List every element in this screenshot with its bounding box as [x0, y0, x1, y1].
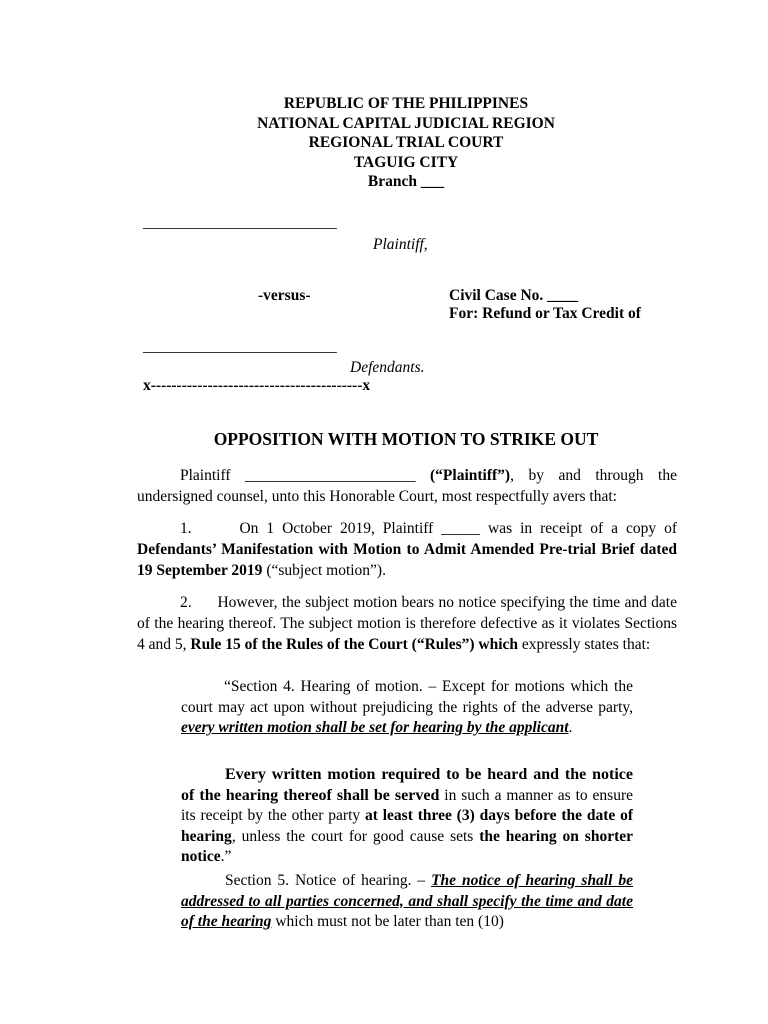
- quote-section-5: [181, 871, 633, 933]
- court-header: [0, 94, 768, 192]
- header-line-court: REGIONAL TRIAL COURT: [308, 134, 504, 151]
- document-title: OPPOSITION WITH MOTION TO STRIKE OUT: [213, 429, 599, 449]
- quote2-text-6: .”: [220, 848, 232, 865]
- intro-text-2: (“Plaintiff”): [430, 467, 511, 484]
- header-line-city: TAGUIG CITY: [353, 153, 459, 171]
- paragraph-1: [137, 518, 681, 581]
- civil-case-number: Civil Case No. ____: [449, 287, 579, 304]
- quote3-text-3: which must not be later than ten (10): [271, 913, 504, 930]
- quote2-text-5: the hearing on shorter notice: [181, 827, 633, 865]
- para2-text-2: Rule 15 of the Rules of the Court (“Rules”) which: [190, 636, 519, 653]
- paragraph-2: [137, 592, 681, 655]
- case-subject: For: Refund or Tax Credit of: [449, 305, 641, 322]
- quote2-text-1: Every written motion required to be heard and the notice of the hearing thereof shall be served: [181, 766, 633, 804]
- defendants-blank: _________________________: [143, 338, 337, 355]
- quote2-text-4: , unless the court for good cause sets: [231, 827, 480, 845]
- quote3-text-1: Section 5. Notice of hearing. –: [225, 872, 432, 889]
- quote-section-4: [181, 677, 633, 739]
- header-line-republic: REPUBLIC OF THE PHILIPPINES: [283, 95, 529, 112]
- quote1-text-1: “Section 4. Hearing of motion. – Except for motions which the court may act upon without prejudicing the rights of the adverse party,: [181, 678, 633, 716]
- intro-paragraph: [137, 465, 677, 507]
- header-line-branch: Branch ___: [367, 173, 445, 190]
- quote3-text-2: The notice of hearing shall be addressed to all parties concerned, and shall specify the time and date of the hearing: [181, 872, 633, 930]
- para1-text-2: Defendants’ Manifestation with Motion to Admit Amended Pre-trial Brief dated 19 September 2019: [137, 541, 681, 579]
- plaintiff-blank: _________________________: [143, 214, 337, 231]
- quote2-text-3: at least three (3) days before the date of hearing: [181, 807, 633, 845]
- para1-text-1: 1. On 1 October 2019, Plaintiff _____ was in receipt of a copy of: [180, 520, 681, 537]
- quote-section-4-continued: [181, 765, 633, 868]
- defendants-label: Defendants.: [350, 359, 425, 376]
- intro-text-1: Plaintiff ______________________: [180, 467, 431, 484]
- intro-text-3: , by and through the undersigned counsel, unto this Honorable Court, most respectfully avers that:: [137, 467, 677, 505]
- quote2-text-2: in such a manner as to ensure its receipt by the other party: [181, 786, 633, 824]
- para2-text-1: 2. However, the subject motion bears no notice specifying the time and date of the hearing thereof. The subject motion is therefore defective as it violates Sections 4 and 5,: [137, 594, 681, 653]
- versus-label: -versus-: [258, 287, 311, 304]
- quote1-text-2: every written motion shall be set for hearing by the applicant: [181, 719, 569, 736]
- header-line-region: NATIONAL CAPITAL JUDICIAL REGION: [257, 114, 555, 132]
- plaintiff-label: Plaintiff,: [373, 236, 428, 253]
- quote1-text-3: .: [568, 719, 573, 736]
- para2-text-3: expressly states that:: [518, 636, 651, 653]
- para1-text-3: (“subject motion”).: [262, 562, 386, 579]
- caption-separator: x-----------------------------------------x: [143, 377, 371, 394]
